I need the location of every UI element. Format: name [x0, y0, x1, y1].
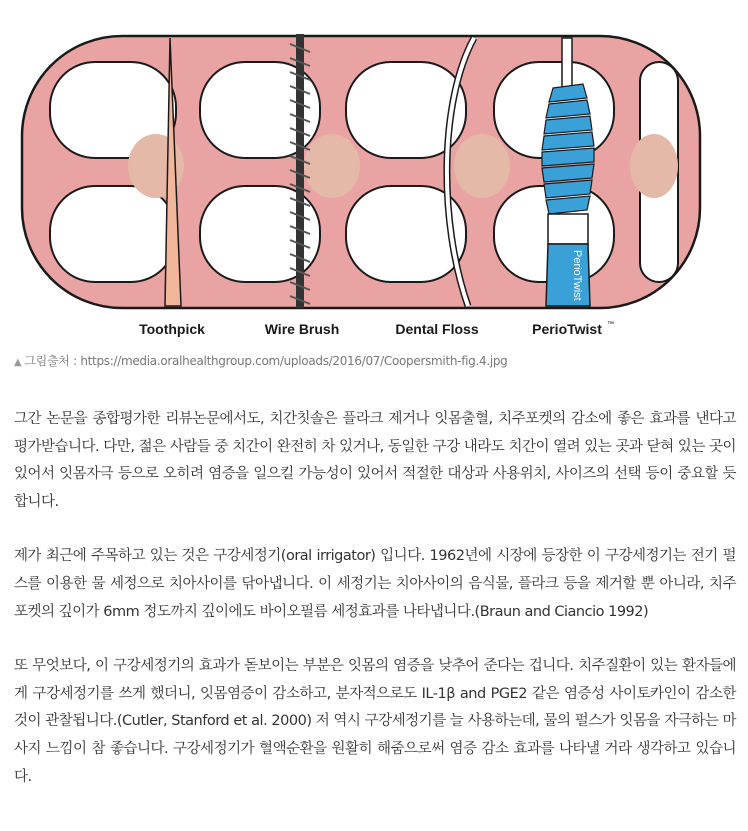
tooth-inner — [50, 186, 176, 282]
paragraph: 그간 논문을 종합평가한 리뷰논문에서도, 치간칫솔은 플라크 제거나 잇몸출혈, 치주포켓의 감소에 좋은 효과를 낸다고 평가받습니다. 다만, 젊은 사람들 중 치간이 완전히 차 있거나, 동일한 구강 내라도 치간이 열려 있는 곳과 닫혀 있는 곳이 있어서 잇몸자극 등으로 오히려 염증을 일으킬 가능성이 있어서 적절한 대상과 사용위치, 사이즈의 선택 등이 중요할 듯합니다. — [14, 411, 736, 510]
caption-text: 그림출처 : https://media.oralhealthgroup.com/uploads/2016/07/Coopersmith-fig.4.jpg — [24, 354, 508, 368]
label-periotwist-tm: ™ — [607, 321, 614, 328]
label-wire-brush: Wire Brush — [264, 321, 340, 337]
gum-shadow — [454, 134, 510, 198]
label-periotwist: PerioTwist — [532, 321, 602, 337]
caption-triangle-icon: ▲ — [14, 357, 22, 368]
periotwist-brand-text: PerioTwist — [571, 250, 583, 301]
article-body — [14, 406, 736, 818]
image-source-caption — [14, 352, 508, 369]
interdental-illustration — [0, 0, 748, 345]
interdental-tools-figure — [0, 0, 748, 345]
paragraph: 또 무엇보다, 이 구강세정기의 효과가 돋보이는 부분은 잇몸의 염증을 낮추어 준다는 겁니다. 치주질환이 있는 환자들에게 구강세정기를 쓰게 했더니, 잇몸염증이 감소하고, 분자적으로도 IL-1β and PGE2 같은 염증성 사이토카인이 감소한 것이 관찰됩니다.(Cutler, Stanford et al. 2000) 저 역시 구강세정기를 늘 사용하는데, 물의 펄스가 잇몸을 자극하는 마사지 느낌이 참 좋습니다. 구강세정기가 혈액순환을 원활히 해줌으로써 염증 감소 효과를 나타낼 거라 생각하고 있습니다. — [14, 658, 736, 785]
label-toothpick: Toothpick — [139, 321, 205, 337]
gum-shadow — [304, 134, 360, 198]
gum-shadow — [630, 134, 678, 198]
paragraph: 제가 최근에 주목하고 있는 것은 구강세정기(oral irrigator) 입니다. 1962년에 시장에 등장한 이 구강세정기는 전기 펄스를 이용한 물 세정으로 치아사이를 닦아냅니다. 이 세정기는 치아사이의 음식물, 플라크 등을 제거할 뿐 아니라, 치주포켓의 깊이가 6mm 정도까지 깊이에도 바이오필름 세정효과를 나타냅니다.(Braun and Ciancio 1992) — [14, 548, 736, 620]
teeth-row — [22, 36, 700, 308]
label-dental-floss: Dental Floss — [395, 321, 479, 337]
